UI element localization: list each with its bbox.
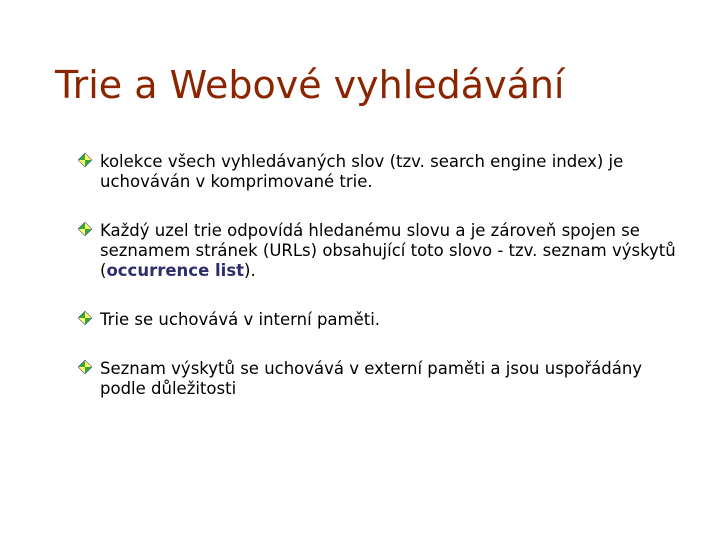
bullet-item (78, 221, 678, 281)
diamond-bullet-icon (78, 222, 92, 236)
bullet-text: Trie se uchovává v interní paměti. (100, 310, 381, 329)
bullet-text (100, 221, 676, 280)
occurrence-list-term: occurrence list (106, 261, 245, 280)
bullet-item (78, 152, 678, 192)
bullet-text-after: ). (244, 261, 256, 280)
diamond-bullet-icon (78, 153, 92, 167)
bullet-list (78, 152, 678, 399)
diamond-bullet-icon (78, 360, 92, 374)
diamond-bullet-icon (78, 311, 92, 325)
bullet-item (78, 359, 678, 399)
bullet-item (78, 310, 678, 330)
bullet-text-before: Každý uzel trie odpovídá hledanému slovu a je zároveň spojen se seznamem stránek (URLs) obsahující toto slovo - tzv. seznam výskytů ( (100, 221, 676, 280)
slide-title: Trie a Webové vyhledávání (55, 63, 565, 107)
bullet-text: Seznam výskytů se uchovává v externí paměti a jsou uspořádány podle důležitosti (100, 359, 643, 398)
bullet-text: kolekce všech vyhledávaných slov (tzv. search engine index) je uchováván v komprimované trie. (100, 152, 624, 191)
